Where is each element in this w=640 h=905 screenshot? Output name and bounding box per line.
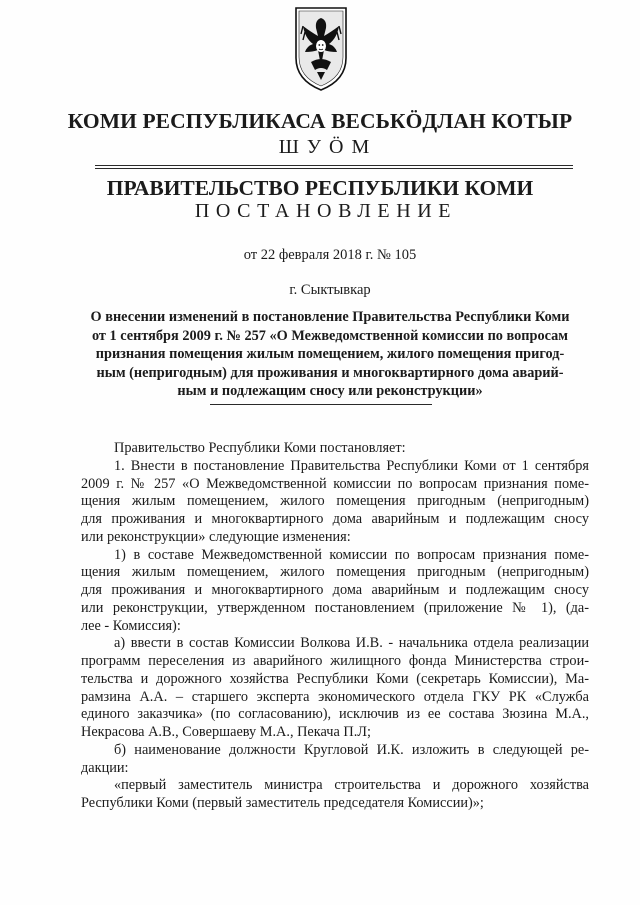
body-line: лее - Комиссия): [81, 617, 181, 634]
document-city: г. Сыктывкар [289, 282, 371, 298]
body-line: для проживания и многоквартирного дома аварийным и подлежащим сносу [81, 582, 589, 598]
header-divider-bottom [95, 168, 573, 169]
body-line: «первый заместитель министра строительства и дорожного хозяйства [114, 777, 589, 794]
body-line: тельства и дорожного хозяйства Республики Коми (секретарь Комиссии), Ма- [81, 670, 589, 687]
header-komi-doc-type: ШУӦМ [278, 136, 378, 158]
subject-line: признания помещения жилым помещением, жилого помещения пригод- [95, 346, 565, 362]
body-line: щения жилым помещением, жилого помещения пригодным (непригодным) [81, 493, 589, 510]
document-subject [84, 308, 576, 401]
body-line: дакции: [81, 759, 129, 776]
body-line: б) наименование должности Кругловой И.К. изложить в следующей ре- [114, 741, 589, 758]
body-line: или реконструкции, утвержденном постановлением (приложение № 1), (да- [81, 599, 589, 616]
body-line: Некрасова А.В., Совершаеву М.А., Пекача П.Л; [81, 724, 371, 740]
body-line: 2009 г. № 257 «О Межведомственной комиссии по вопросам признания поме- [81, 475, 589, 492]
body-line: для проживания и многоквартирного дома аварийным и подлежащим сносу [81, 511, 589, 527]
body-line: 1) в составе Межведомственной комиссии по вопросам признания поме- [114, 546, 589, 563]
body-line: щения жилым помещением, жилого помещения пригодным (непригодным) [81, 564, 589, 581]
body-line: рамзина А.А. – старшего эксперта экономического отдела ГКУ РК «Служба [81, 688, 589, 705]
body-line: Республики Коми (первый заместитель председателя Комиссии)»; [81, 795, 484, 811]
document-date-number: от 22 февраля 2018 г. № 105 [243, 247, 417, 263]
body-line: а) ввести в состав Комиссии Волкова И.В. - начальника отдела реализации [114, 635, 589, 652]
header-government-title: ПРАВИТЕЛЬСТВО РЕСПУБЛИКИ КОМИ [106, 176, 534, 200]
body-line: Правительство Республики Коми постановляет: [114, 440, 406, 456]
subject-line: от 1 сентября 2009 г. № 257 «О Межведомственной комиссии по вопросам [91, 327, 569, 344]
subject-line: ным и подлежащим сносу или реконструкции» [177, 383, 483, 399]
header-komi-title: КОМИ РЕСПУБЛИКАСА ВЕСЬКӦДЛАН КОТЫР [67, 109, 573, 133]
body-line: единого заказчика» (по согласованию), исключив из ее состава Зюзина М.А., [81, 706, 589, 723]
subject-underline [210, 404, 432, 405]
header-divider-top [95, 165, 573, 166]
subject-line: ным (непригодным) для проживания и многоквартирного дома аварий- [96, 364, 564, 381]
header-doc-type: ПОСТАНОВЛЕНИЕ [194, 200, 458, 222]
body-line: программ переселения из аварийного жилищного фонда Министерства строи- [81, 653, 589, 669]
document-body [81, 440, 589, 813]
body-line: или реконструкции» следующие изменения: [81, 528, 351, 545]
subject-line: О внесении изменений в постановление Правительства Республики Коми [90, 309, 570, 325]
coat-of-arms-emblem [293, 6, 349, 92]
body-line: 1. Внести в постановление Правительства Республики Коми от 1 сентября [114, 457, 589, 474]
